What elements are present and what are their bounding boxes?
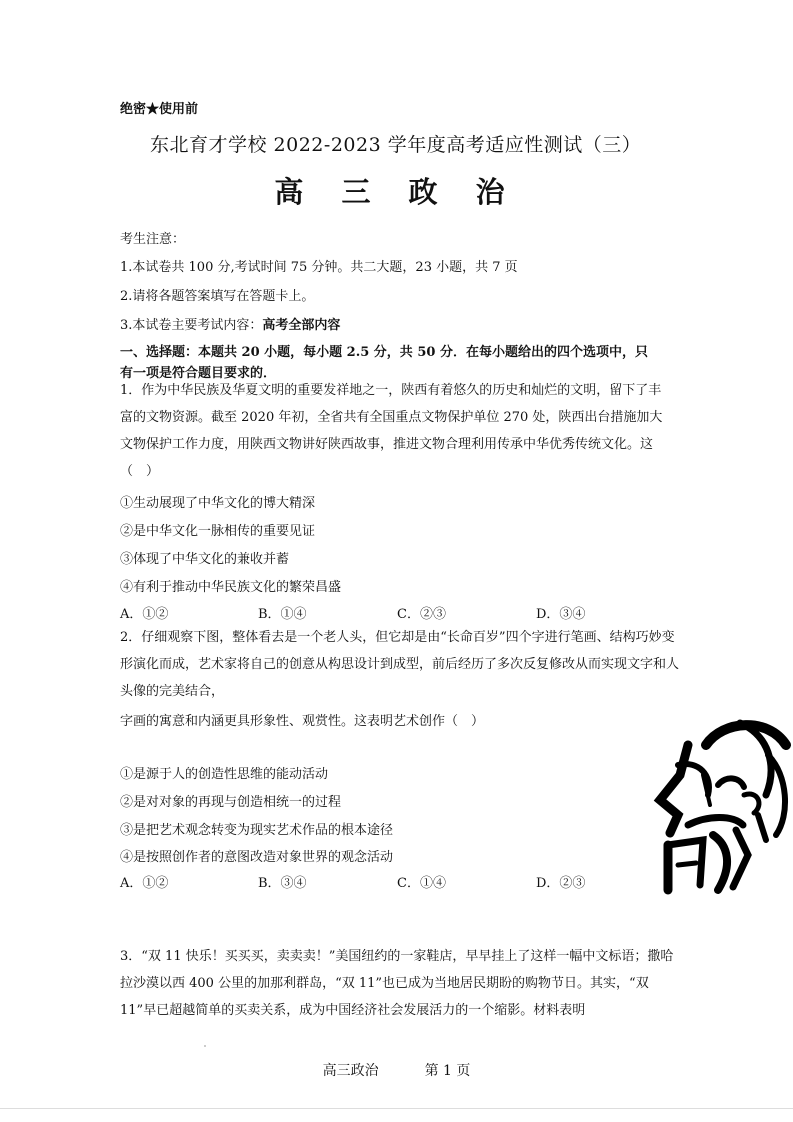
- notice-item-text: 3.本试卷主要考试内容：: [120, 318, 263, 333]
- choice-c[interactable]: C．①④: [397, 876, 446, 891]
- question-2-stem-cont: 字画的寓意和内涵更具形象性、观赏性。这表明艺术创作（ ）: [120, 714, 485, 729]
- question-1-option: ③体现了中华文化的兼收并蓄: [120, 552, 290, 567]
- notice-heading: 考生注意：: [120, 232, 186, 247]
- page-footer: [0, 1060, 793, 1080]
- notice-item: 2.请将各题答案填写在答题卡上。: [120, 289, 315, 304]
- choice-d[interactable]: D．③④: [536, 607, 586, 622]
- section-heading-cont: 有一项是符合题目要求的．: [120, 366, 277, 381]
- confidential-label: 绝密★使用前: [120, 102, 199, 117]
- notice-item: [120, 314, 340, 333]
- footer-subject: 高三政治: [322, 1063, 379, 1079]
- choice-b[interactable]: B．③④: [258, 876, 307, 891]
- question-1-option: ②是中华文化一脉相传的重要见证: [120, 524, 316, 539]
- question-2-option: ③是把艺术观念转变为现实艺术作品的根本途径: [120, 823, 394, 838]
- footer-page-number: 第 1 页: [424, 1063, 471, 1079]
- page-bottom-rule: [0, 1108, 793, 1109]
- notice-scope: 高考全部内容: [262, 318, 341, 333]
- choice-c[interactable]: C．②③: [397, 607, 446, 622]
- exam-title: 东北育才学校 2022-2023 学年度高考适应性测试（三）: [150, 134, 642, 156]
- question-3-stem: 3．“双 11 快乐！买买买，卖卖卖！”美国纽约的一家鞋店，早早挂上了这样一幅中文标语；撒哈拉沙漠以西 400 公里的加那利群岛，“双 11”也已成为当地居民期盼的购物节日。其实，“双 11”早已超越简单的买卖关系，成为中国经济社会发展活力的一个缩影。材料表明: [120, 949, 674, 1018]
- choice-a[interactable]: A．①②: [120, 876, 169, 891]
- question-1-option: ④有利于推动中华民族文化的繁荣昌盛: [120, 580, 342, 595]
- notice-item: 1.本试卷共 100 分,考试时间 75 分钟。共二大题，23 小题，共 7 页: [120, 260, 518, 275]
- question-2-option: ①是源于人的创造性思维的能动活动: [120, 767, 329, 782]
- question-2-stem: 2．仔细观察下图，整体看去是一个老人头，但它却是由“长命百岁”四个字进行笔画、结构巧妙变形演化而成，艺术家将自己的创意从构思设计到成型，前后经历了多次反复修改从而实现文字和人头像的完美结合，: [120, 630, 680, 699]
- question-2-option: ②是对对象的再现与创造相统一的过程: [120, 795, 342, 810]
- scan-speck: [204, 1045, 206, 1047]
- choice-d[interactable]: D．②③: [536, 876, 586, 891]
- subject-title: 高 三 政 治: [274, 175, 519, 209]
- section-heading: 一、选择题：本题共 20 小题，每小题 2.5 分，共 50 分．在每小题给出的四个选项中，只: [120, 345, 648, 360]
- choice-b[interactable]: B．①④: [258, 607, 307, 622]
- calligraphy-portrait-image: [648, 715, 793, 900]
- choice-a[interactable]: A．①②: [120, 607, 169, 622]
- question-1-stem: 1．作为中华民族及华夏文明的重要发祥地之一，陕西有着悠久的历史和灿烂的文明，留下了丰富的文物资源。截至 2020 年初，全省共有全国重点文物保护单位 270 处，陕西出台措施加大文物保护工作力度，用陕西文物讲好陕西故事，推进文物合理利用传承中华优秀传统文化。这（ ）: [120, 383, 663, 479]
- question-1-option: ①生动展现了中华文化的博大精深: [120, 496, 316, 511]
- question-2-option: ④是按照创作者的意图改造对象世界的观念活动: [120, 850, 394, 865]
